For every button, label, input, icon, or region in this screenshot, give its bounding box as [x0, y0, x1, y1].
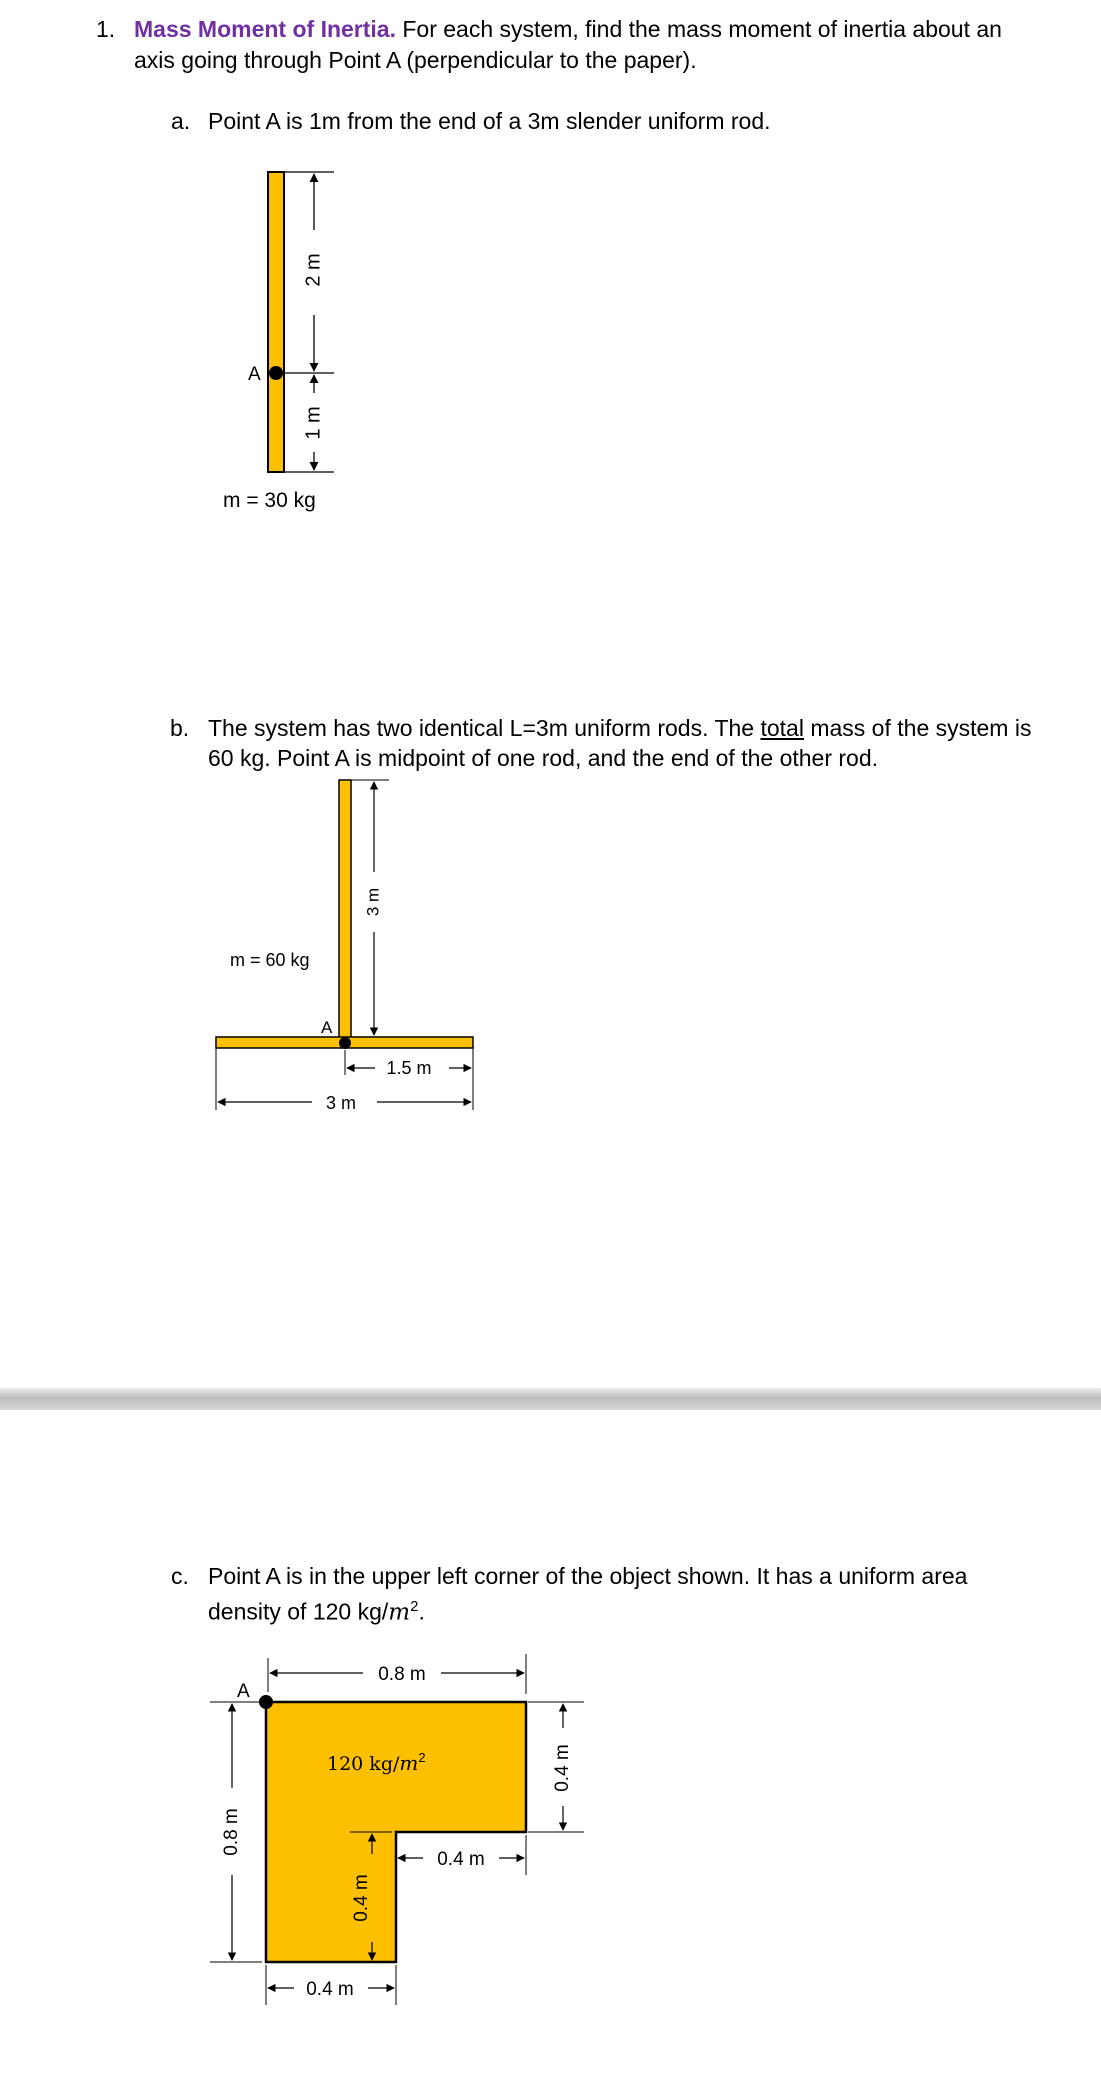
mass-label-a: m = 30 kg	[223, 489, 316, 512]
label-inner-0-4m: 0.4 m	[351, 1874, 373, 1922]
label-1-5m: 1.5 m	[386, 1058, 432, 1078]
problem-intro-text: For each system, find the mass moment of inertia about an	[402, 16, 1002, 42]
problem-intro-line2: axis going through Point A (perpendicular to the paper).	[134, 47, 697, 73]
label-right-0-4m: 0.4 m	[552, 1744, 574, 1792]
part-b-line2: 60 kg. Point A is midpoint of one rod, and the end of the other rod.	[208, 745, 879, 771]
part-b-line1-underlined: total	[760, 715, 804, 741]
label-point-a: A	[237, 1681, 250, 1702]
figure-b	[216, 780, 473, 1113]
density-unit: m	[399, 1751, 419, 1775]
label-point-a: A	[321, 1018, 333, 1037]
label-vert-3m: 3 m	[363, 887, 383, 917]
label-bottom-0-4m: 0.4 m	[306, 1979, 354, 2000]
mass-label-b: m = 60 kg	[230, 950, 310, 970]
problem-number: 1.	[96, 16, 116, 42]
point-a-dot	[269, 366, 283, 380]
l-shaped-plate	[266, 1702, 526, 1962]
figure-canvas-page2	[0, 1410, 1101, 2092]
part-b-line1	[208, 713, 1031, 744]
part-c-line2-exp: 2	[410, 1598, 419, 1615]
label-top-0-8m: 0.8 m	[378, 1664, 426, 1685]
rod-vertical	[339, 780, 351, 1043]
density-value: 120 kg/	[327, 1753, 400, 1775]
part-c-line1: Point A is in the upper left corner of the object shown. It has a uniform area	[208, 1563, 968, 1589]
part-b-line1-pre: The system has two identical L=3m uniform rods. The	[208, 715, 761, 741]
part-a-letter: a.	[171, 108, 191, 134]
part-b-line1-post: mass of the system is	[803, 715, 1032, 741]
part-a-text: Point A is 1m from the end of a 3m slender uniform rod.	[208, 108, 771, 134]
problem-title: Mass Moment of Inertia.	[134, 16, 396, 42]
page-2	[0, 1410, 1101, 2092]
part-b-letter: b.	[170, 715, 190, 741]
page-separator	[0, 1388, 1101, 1410]
figure-a	[223, 172, 334, 512]
density-label	[327, 1750, 426, 1775]
figure-c	[210, 1654, 584, 2005]
label-2m: 2 m	[302, 253, 325, 287]
label-point-a: A	[248, 364, 261, 385]
label-left-0-8m: 0.8 m	[221, 1808, 243, 1856]
part-c-letter: c.	[171, 1563, 189, 1589]
part-c-line2-unit: m	[388, 1599, 411, 1626]
part-c-line2-post: .	[418, 1598, 425, 1625]
rod-a	[268, 172, 284, 472]
part-c-line2-pre: density of 120 kg/	[208, 1598, 389, 1625]
label-full-3m: 3 m	[325, 1093, 357, 1113]
label-1m: 1 m	[302, 406, 325, 440]
point-a-dot	[339, 1037, 351, 1049]
density-exp: 2	[418, 1750, 426, 1765]
label-notch-0-4m: 0.4 m	[437, 1849, 485, 1870]
